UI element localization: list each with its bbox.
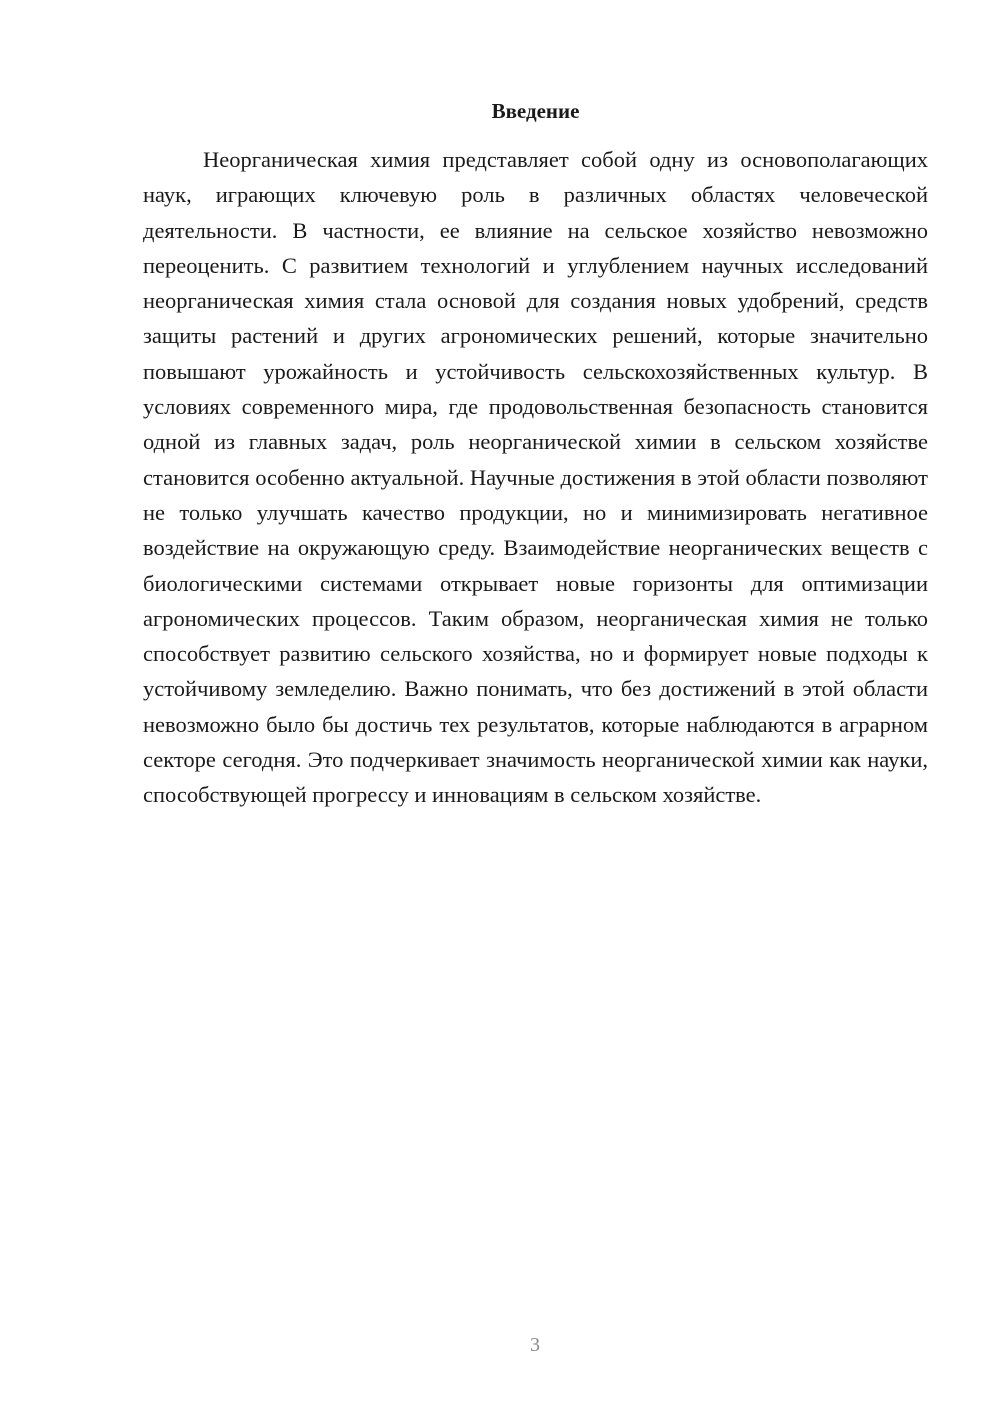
section-heading: Введение: [491, 99, 580, 123]
page-number: 3: [530, 1334, 540, 1356]
body-paragraph: Неорганическая химия представляет собой одну из основополагающих наук, играющих ключевую роль в различных областях человеческой деятельности. В частности, ее влияние на сельское хозяйство невозможно переоценить. С развитием технологий и углублением научных исследований неорганическая химия стала основой для создания новых удобрений, средств защиты растений и других агрономических решений, которые значительно повышают урожайность и устойчивость сельскохозяйственных культур. В условиях современного мира, где продовольственная безопасность становится одной из главных задач, роль неорганической химии в сельском хозяйстве становится особенно актуальной. Научные достижения в этой области позволяют не только улучшать качество продукции, но и минимизировать негативное воздействие на окружающую среду. Взаимодействие неорганических веществ с биологическими системами открывает новые горизонты для оптимизации агрономических процессов. Таким образом, неорганическая химия не только способствует развитию сельского хозяйства, но и формирует новые подходы к устойчивому земледелию. Важно понимать, что без достижений в этой области невозможно было бы достичь тех результатов, которые наблюдаются в аграрном секторе сегодня. Это подчеркивает значимость неорганической химии как науки, способствующей прогрессу и инновациям в сельском хозяйстве.: [143, 147, 928, 808]
